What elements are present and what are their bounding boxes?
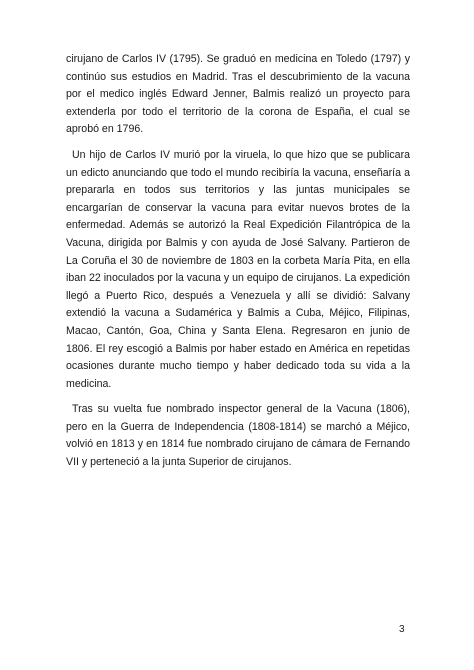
paragraph-3: Tras su vuelta fue nombrado inspector general de la Vacuna (1806), pero en la Guerra de Independencia (1808-1814) se marchó a Méjico, volvió en 1813 y en 1814 fue nombrado cirujano de cámara de Fernando VII y perteneció a la junta Superior de cirujanos. <box>66 403 410 469</box>
paragraph-1: cirujano de Carlos IV (1795). Se graduó en medicina en Toledo (1797) y continúo sus estudios en Madrid. Tras el descubrimiento de la vacuna por el medico inglés Edward Jenner, Balmis realizó un proyecto para extenderla por todo el territorio de la corona de España, el cual se aprobó en 1796. <box>66 53 410 136</box>
paragraph-2: Un hijo de Carlos IV murió por la viruela, lo que hizo que se publicara un edicto anunciando que todo el mundo recibiría la vacuna, enseñaría a prepararla en todos sus territorios y las juntas municipales se encargarían de conservar la vacuna para evitar nuevos brotes de la enfermedad. Además se autorizó la Real Expedición Filantrópica de la Vacuna, dirigida por Balmis y con ayuda de José Salvany. Partieron de La Coruña el 30 de noviembre de 1803 en la corbeta María Pita, en ella iban 22 inoculados por la vacuna y un equipo de cirujanos. La expedición llegó a Puerto Rico, después a Venezuela y allí se dividió: Salvany extendió la vacuna a Sudamérica y Balmis a Cuba, Méjico, Filipinas, Macao, Cantón, Goa, China y Santa Elena. Regresaron en junio de 1806. El rey escogió a Balmis por haber estado en América en repetidas ocasiones durante mucho tiempo y haber dedicado toda su vida a la medicina. <box>66 148 410 390</box>
page-number: 3 <box>399 624 405 635</box>
body-text <box>66 51 410 480</box>
